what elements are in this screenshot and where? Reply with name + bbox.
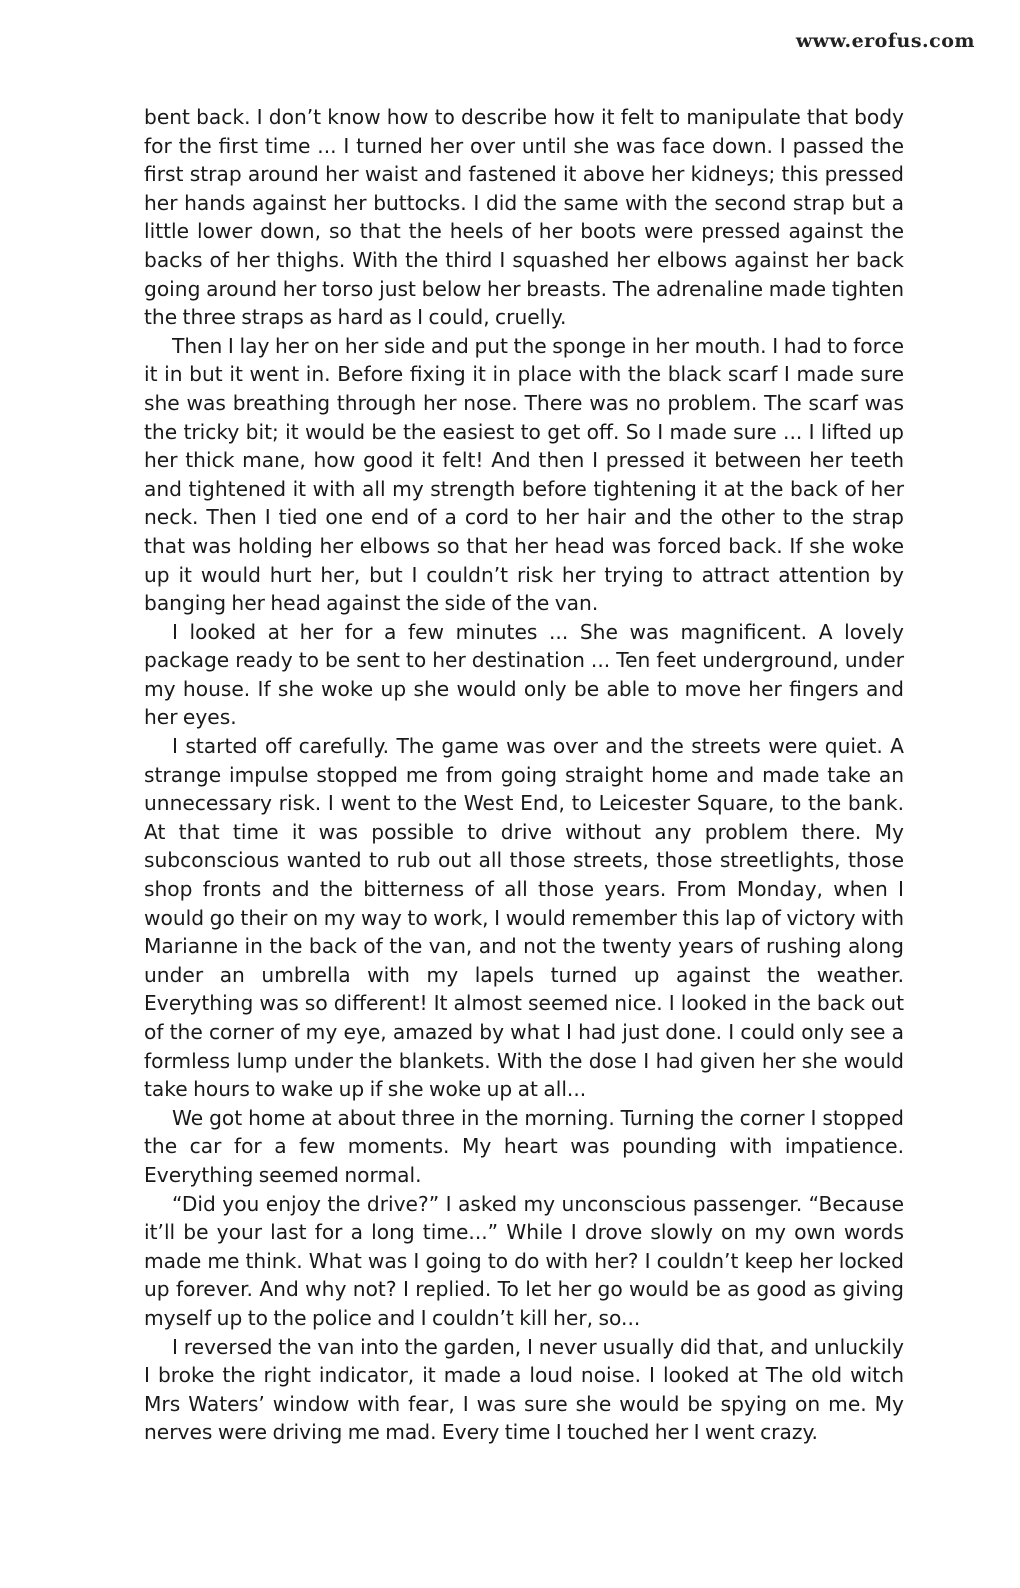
paragraph-2: Then I lay her on her side and put the sponge in her mouth. I had to force it in but it went in. Before fixing it in place with the black scarf I made sure she was breathing through her nose. There was no problem. The scarf was the tricky bit; it would be the easiest to get off. So I made sure ... I lifted up her thick mane, how good it felt! And then I pressed it between her teeth and tightened it with all my strength before tightening it at the back of her neck. Then I tied one end of a cord to her hair and the other to the strap that was holding her elbows so that her head was forced back. If she woke up it would hurt her, but I couldn’t risk her trying to attract attention by banging her head against the side of the van. <box>144 333 904 616</box>
paragraph-1: bent back. I don’t know how to describe how it felt to manipulate that body for the first time ... I turned her over until she was face down. I passed the first strap around her waist and fastened it above her kidneys; this pressed her hands against her buttocks. I did the same with the second strap but a little lower down, so that the heels of her boots were pressed against the backs of her thighs. With the third I squashed her elbows against her back going around her torso just below her breasts. The adrenaline made tighten the three straps as hard as I could, cruelly. <box>144 105 904 330</box>
paragraph-4: I started off carefully. The game was over and the streets were quiet. A strange impulse stopped me from going straight home and made take an unnecessary risk. I went to the West End, to Leicester Square, to the bank. At that time it was possible to drive without any problem there. My subconscious wanted to rub out all those streets, those streetlights, those shop fronts and the bitterness of all those years. From Monday, when I would go their on my way to work, I would remember this lap of victory with Marianne in the back of the van, and not the twenty years of rushing along under an umbrella with my lapels turned up against the weather. Everything was so different! It almost seemed nice. I looked in the back out of the corner of my eye, amazed by what I had just done. I could only see a formless lump under the blankets. With the dose I had given her she would take hours to wake up if she woke up at all... <box>144 734 904 1102</box>
paragraph-6: “Did you enjoy the drive?” I asked my unconscious passenger. “Because it’ll be your last for a long time...” While I drove slowly on my own words made me think. What was I going to do with her? I couldn’t keep her locked up forever. And why not? I replied. To let her go would be as good as giving myself up to the police and I couldn’t kill her, so... <box>144 1191 904 1330</box>
paragraph-5: We got home at about three in the morning. Turning the corner I stopped the car for a few moments. My heart was pounding with impatience. Everything seemed normal. <box>144 1105 904 1187</box>
paragraph-7: I reversed the van into the garden, I never usually did that, and unluckily I broke the right indicator, it made a loud noise. I looked at The old witch Mrs Waters’ window with fear, I was sure she would be spying on me. My nerves were driving me mad. Every time I touched her I went crazy. <box>144 1334 904 1445</box>
paragraph-3: I looked at her for a few minutes ... She was magnificent. A lovely package ready to be sent to her destination ... Ten feet underground, under my house. If she woke up she would only be able to move her fingers and her eyes. <box>144 619 904 730</box>
watermark-text: www.erofus.com <box>795 30 975 52</box>
page-body-text <box>144 103 904 1447</box>
